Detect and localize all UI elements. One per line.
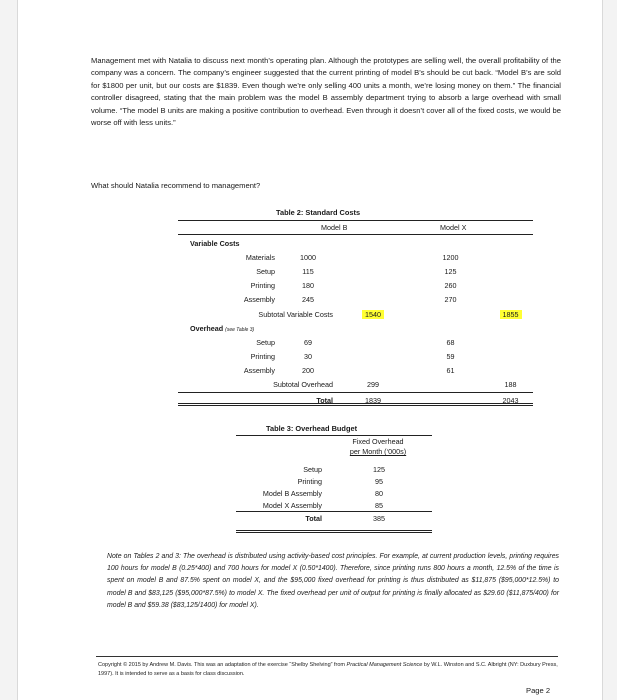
row-value: 85: [326, 499, 432, 512]
model-x-value: 61: [446, 366, 455, 376]
table-row: [178, 279, 533, 293]
table2-bottom-rule-double: [178, 405, 533, 406]
row-label: Setup: [256, 337, 275, 347]
model-x-value: 270: [444, 295, 457, 305]
model-b-value: 200: [302, 366, 314, 376]
question-text: What should Natalia recommend to management?: [91, 181, 261, 190]
row-label: Setup: [256, 266, 275, 276]
model-b-value: 245: [302, 295, 314, 305]
footer-book-title: Practical Management Science: [346, 662, 423, 668]
table-row: [236, 499, 432, 512]
page-number: Page 2: [526, 686, 551, 695]
model-x-value: 125: [444, 266, 457, 276]
table3-title: Table 3: Overhead Budget: [266, 424, 358, 433]
row-label: Printing: [250, 352, 275, 362]
total-label: Total: [178, 393, 333, 408]
model-b-value: 1000: [300, 252, 316, 262]
row-label: Model X Assembly: [236, 499, 326, 512]
row-value: 80: [375, 488, 383, 498]
table2-col-model-x: Model X: [440, 223, 467, 232]
table-row: [178, 364, 533, 378]
table-row: [236, 487, 432, 499]
table-row: [236, 475, 432, 487]
model-x-value: 260: [444, 281, 457, 291]
document-page: [17, 0, 603, 700]
row-value: 125: [373, 464, 385, 474]
overhead-heading: [178, 321, 533, 335]
row-label: Assembly: [243, 366, 275, 376]
model-b-value: 180: [302, 281, 314, 291]
row-value: 95: [375, 476, 383, 486]
row-label: Model B Assembly: [262, 488, 322, 498]
table-row: [236, 463, 432, 475]
subtotal-variable-label: Subtotal Variable Costs: [258, 309, 333, 319]
table-row: [236, 512, 432, 525]
row-label: Assembly: [243, 295, 275, 305]
row-label: Printing: [250, 281, 275, 291]
copyright-footer: [98, 661, 558, 679]
table3-header: [326, 437, 430, 457]
overhead-budget-table: [236, 463, 432, 524]
table-row: [178, 335, 533, 349]
subtotal-overhead-label: Subtotal Overhead: [273, 380, 333, 390]
table3-top-rule: [236, 435, 432, 436]
model-x-value: 59: [446, 352, 455, 362]
subtotal-overhead-b: 299: [367, 380, 379, 390]
table-row: [178, 236, 533, 250]
overhead-note: (see Table 3): [225, 326, 255, 333]
footer-rule: [96, 656, 558, 657]
model-x-value: 1200: [442, 252, 459, 262]
table-row: [178, 350, 533, 364]
table3-header-line1: Fixed Overhead: [352, 437, 404, 446]
table-row: [178, 264, 533, 278]
tables-note: Note on Tables 2 and 3: The overhead is distributed using activity-based cost principles. For example, at current production levels, printing requires 100 hours for model B (0.25*400) and 700 hours for model X (0.50*1400). Therefore, since printing runs 800 hours a month, 12.5% of the time is spent on model B and 87.5% spent on model X, and the $95,000 fixed overhead for printing is thus distributed as $11,875 ($95,000*12.5%) to model B and $83,125 ($95,000*87.5%) to model X. The fixed overhead per unit of output for printing is finally allocated as $29.60 ($11,875/400) for model B and $59.38 ($83,125/1400) for model X).: [107, 553, 559, 609]
table2-col-model-b: Model B: [321, 223, 348, 232]
model-b-value: 69: [304, 337, 312, 347]
total-x: 2043: [488, 393, 533, 408]
table3-header-line2: per Month (‘000s): [349, 447, 407, 456]
table2-top-rule: [178, 220, 533, 221]
total-label: Total: [305, 513, 322, 523]
total-b: 1839: [333, 393, 413, 408]
model-b-value: 30: [304, 352, 312, 362]
subtotal-overhead-x: 188: [504, 380, 517, 390]
table2-bottom-rule: [178, 403, 533, 404]
table2-title: Table 2: Standard Costs: [276, 208, 361, 217]
table3-bottom-rule-double: [236, 532, 432, 533]
table3-bottom-rule: [236, 530, 432, 531]
table-row: [178, 250, 533, 264]
model-b-value: 115: [302, 266, 314, 276]
table-row: [178, 378, 533, 393]
footer-text-2: by W.L. Winston and S.C. Albright (NY: Duxbury Press, 1997). It is intended to serve as a basis for class discussion.: [98, 662, 558, 677]
subtotal-variable-b-highlight: 1540: [362, 310, 384, 319]
intro-paragraph: Management met with Natalia to discuss next month’s operating plan. Although the prototypes are selling well, the overall profitability of the company was a concern. The company’s engineer suggested that the current printing of model B’s should be cut back. “Model B’s are sold for $1800 per unit, but our costs are $1839. Even though we’re only selling 400 units a month, we’re losing money on them.” The financial controller disagreed, stating that the main problem was the model B assembly department trying to absorb a large overhead with small volume. “The model B units are making a positive contribution to overhead. Even through it doesn’t cover all of the fixed costs, we would be worse off with less units.”: [91, 56, 561, 128]
table-row: [178, 321, 533, 335]
table-row: [178, 293, 533, 307]
row-label: Setup: [303, 464, 322, 474]
table-row: [178, 307, 533, 321]
standard-costs-table: [178, 236, 533, 407]
variable-costs-heading: Variable Costs: [190, 238, 240, 248]
footer-text-1: Copyright © 2015 by Andrew M. Davis. This was an adaptation of the exercise “Shelby Shelving” from: [98, 662, 347, 668]
row-label: Materials: [245, 252, 275, 262]
subtotal-variable-x-highlight: 1855: [500, 310, 522, 319]
table2-header-rule: [178, 234, 533, 235]
model-x-value: 68: [446, 337, 455, 347]
overhead-label: Overhead: [190, 323, 224, 333]
row-label: Printing: [297, 476, 322, 486]
total-value: 385: [373, 513, 385, 523]
